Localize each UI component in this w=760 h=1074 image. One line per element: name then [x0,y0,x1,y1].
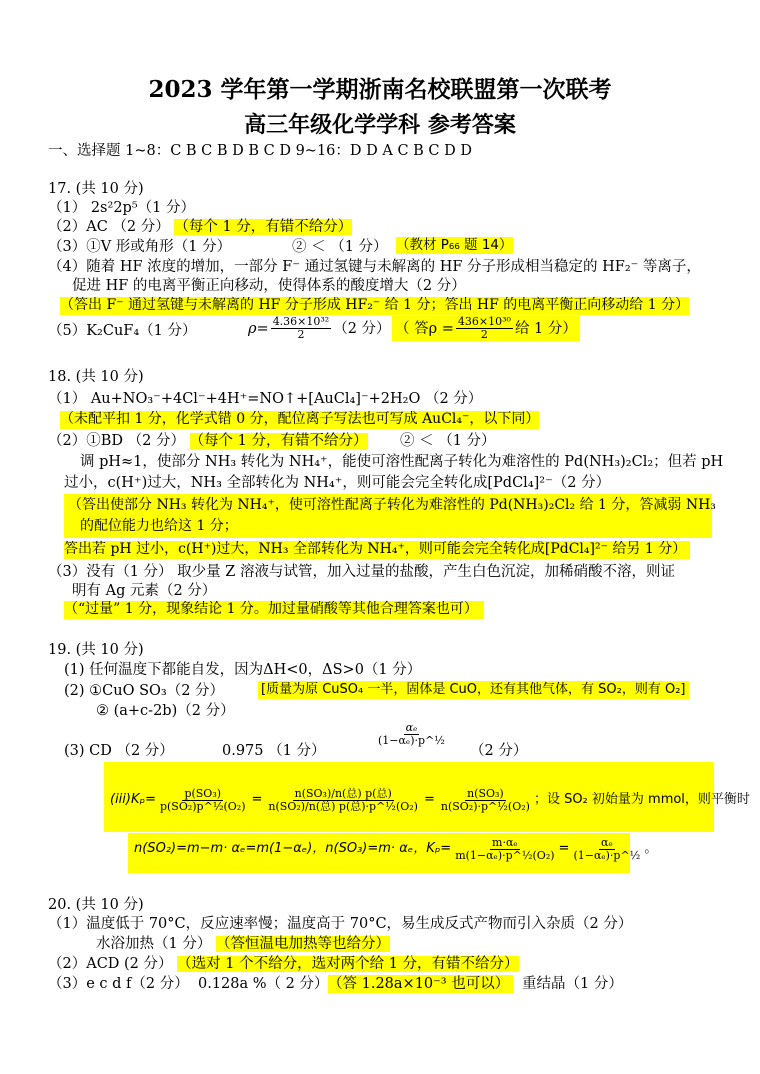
kp-frac2 [266,788,420,813]
q17-note2: （每个 1 分，有错不给分） [174,219,353,235]
q20-line1: （1）温度低于 70°C，反应速率慢；温度高于 70°C，易生成反式产物而引入杂质（2 分） [48,916,633,932]
q17-note3: （教材 P₆₆ 题 14） [396,237,513,253]
rho-symbol: ρ= [248,320,269,337]
q20-header: 20. (共 10 分) [48,897,144,913]
q19-line4a: (3) CD （2 分） [64,743,174,759]
q20-answer3c: 重结晶（1 分） [522,976,623,992]
kp-fraction [376,722,447,747]
q18-line10: 明有 Ag 元素（2 分） [72,583,217,599]
q17-note4: （答出 F⁻ 通过氢键与未解离的 HF 分子形成 HF₂⁻ 给 1 分；答出 HF 的电离平衡正向移动给 1 分） [60,297,690,313]
q17-answer2: （2）AC （2 分） [48,219,170,235]
kp-frac3-den: n(SO₂)·p^½(O₂) [440,800,530,814]
kp-denominator: (1−αₑ)·p^½ [378,734,445,748]
q18-line4: 调 pH≈1，使部分 NH₃ 转化为 NH₄⁺，能使可溶性配离子转化为难溶性的 Pd(NH₃)₂Cl₂；但若 pH [80,454,724,470]
q18-line1: （1） Au+NO₃⁻+4Cl⁻+4H⁺=NO↑+[AuCl₄]⁻+2H₂O （2 分） [48,391,483,407]
kp-frac2-den: n(SO₂)/n(总) p(总)·p^½(O₂) [268,800,418,814]
sentence-end: 。 [644,841,658,857]
kp-frac2-num: n(SO₃)/n(总) p(总) [294,787,392,800]
q18-line8: 答出若 pH 过小，c(H⁺)过大，NH₃ 全部转化为 NH₄⁺，则可能会完全转化成[PdCl₄]²⁻ 给另 1 分） [64,541,690,559]
q20-answer3b: 0.128a %（ 2 分） [198,976,329,992]
q18-note1: （未配平扣 1 分，化学式错 0 分，配位离子写法也可写成 AuCl₄⁻，以下同） [60,411,540,427]
kp-label: (iii)Kₚ= [110,792,156,808]
q18-answer2a: （2）①BD （2 分） [48,433,185,449]
q17-answer3a: （3）①V 形或角形（1 分） [48,239,232,255]
equals-sign: = [558,841,570,857]
kp-frac4 [453,837,556,862]
note5-suffix: 给 1 分） [514,320,577,337]
page-title: 2023 学年第一学期浙南名校联盟第一次联考 [148,76,612,103]
q17-line4b: 促进 HF 的电离平衡正向移动，使得体系的酸度增大（2 分） [72,278,466,294]
q19-header: 19. (共 10 分) [48,642,144,658]
q19-derivation-row1: (iii)Kₚ= $\frac{\text{p(SO₃)}}{\text{p(SO₂)p\textasciicircum{}½(O₂)}}$ = $\frac{\text{n(SO₃)/n(总) p(总)}}{\text{n(SO₂)/n(总) p(总)·p\textasciicircum{}½(O₂)}}$ = $\frac{\text{n(SO₃)}}{\text{n(SO₂)·p\textasciicircum{}½(O₂)}}$ ；设 SO₂ 初始量为 mmol，则平衡时 [110,787,750,814]
q17-density-formula [248,316,391,341]
q20-line2 [96,935,390,953]
kp-frac3-num: n(SO₃) [467,787,504,800]
kp-frac5 [571,837,642,862]
note5-prefix: （ 答ρ = [395,320,454,337]
q18-line7: 的配位能力也给这 1 分； [80,518,238,534]
rho-fraction [271,316,332,341]
page-subtitle: 高三年级化学学科 参考答案 [244,112,516,138]
kp-frac1-den: p(SO₂)p^½(O₂) [159,800,246,814]
q18-line9: （3）没有（1 分） 取少量 Z 溶液与试管，加入过量的盐酸，产生白色沉淀，加稀硝酸不溶，则证 [48,564,675,580]
q18-header: 18. (共 10 分) [48,369,144,385]
note5-denominator: 2 [480,328,488,342]
q18-line5: 过小，c(H⁺)过大，NH₃ 全部转化为 NH₄⁺，则可能会完全转化成[PdCl₄]²⁻（2 分） [64,475,611,491]
q17-answer5a: （5）K₂CuF₄（1 分） [48,323,197,339]
q20-line3 [48,955,519,973]
q19-note2: [质量为原 CuSO₄ 一半，固体是 CuO，还有其他气体，有 SO₂，则有 O₂] [258,681,689,699]
kp-frac4-num: m·αₑ [492,836,518,849]
q18-note2: （每个 1 分，有错不给分） [189,433,368,449]
multiple-choice-answers: 一、选择题 1~8：C B C B D B C D 9~16：D D A C B C D D [48,143,472,159]
q20-answer2: （2）ACD (2 分） [48,956,173,972]
q17-note5 [392,316,580,341]
q17-answer3b: ② ＜ （1 分） [292,239,388,255]
q19-line1: (1) 任何温度下都能自发，因为ΔH<0，ΔS>0（1 分） [64,662,422,678]
q18-answer2b: ② ＜ （1 分） [400,433,496,449]
q20-answer1b: 水浴加热（1 分） [96,936,212,952]
kp-frac3 [439,788,532,813]
kp-numerator: αₑ [405,721,418,734]
note5-fraction [456,316,513,341]
q19-derivation-row2 [134,837,657,862]
q19-kp-fraction [374,722,449,747]
kp-frac4-den: m(1−αₑ)·p^½(O₂) [455,849,555,863]
rho-numerator: 4.36×10³² [272,315,330,328]
q20-note1: （答恒温电加热等也给分） [215,936,390,952]
q17-line4a: （4）随着 HF 浓度的增加，一部分 F⁻ 通过氢键与未解离的 HF 分子形成相当稳定的 HF₂⁻ 等离子， [48,259,701,275]
q17-score5: （2 分） [333,320,391,337]
q19-score3: （2 分） [470,743,528,759]
kp-text: ；设 SO₂ 初始量为 mmol，则平衡时 [533,792,750,808]
q17-header: 17. (共 10 分) [48,181,144,197]
q20-note2: （选对 1 个不给分，选对两个给 1 分，有错不给分） [177,956,519,972]
q19-line3: ② (a+c-2b)（2 分） [96,703,235,719]
kp-frac5-den: (1−αₑ)·p^½ [573,849,641,863]
q20-answer3a: （3）e c d f（2 分） [48,976,189,992]
q19-line2a: (2) ①CuO SO₃（2 分） [64,683,225,699]
kp-frac5-num: αₑ [601,836,613,849]
kp-frac1 [158,788,248,813]
n-expression: n(SO₂)=m−m· αₑ=m(1−αₑ)，n(SO₃)=m· αₑ，Kₚ= [134,841,452,857]
q20-note3: （答 1.28a×10⁻³ 也可以） [328,975,513,993]
rho-denominator: 2 [297,328,305,342]
q19-line4b: 0.975 （1 分） [222,743,326,759]
q17-line3 [48,238,231,256]
q17-line2 [48,218,352,236]
kp-frac1-num: p(SO₃) [184,787,222,800]
note5-numerator: 436×10³⁰ [457,315,511,328]
q17-line1: （1） 2s²2p⁵（1 分） [48,200,195,216]
q18-note3: （“过量” 1 分，现象结论 1 分。加过量硝酸等其他合理答案也可） [64,601,484,619]
q18-line6: （答出使部分 NH₃ 转化为 NH₄⁺，使可溶性配离子转化为难溶性的 Pd(NH₃)₂Cl₂ 给 1 分，答减弱 NH₃ [68,497,716,513]
q18-line3 [48,432,368,450]
